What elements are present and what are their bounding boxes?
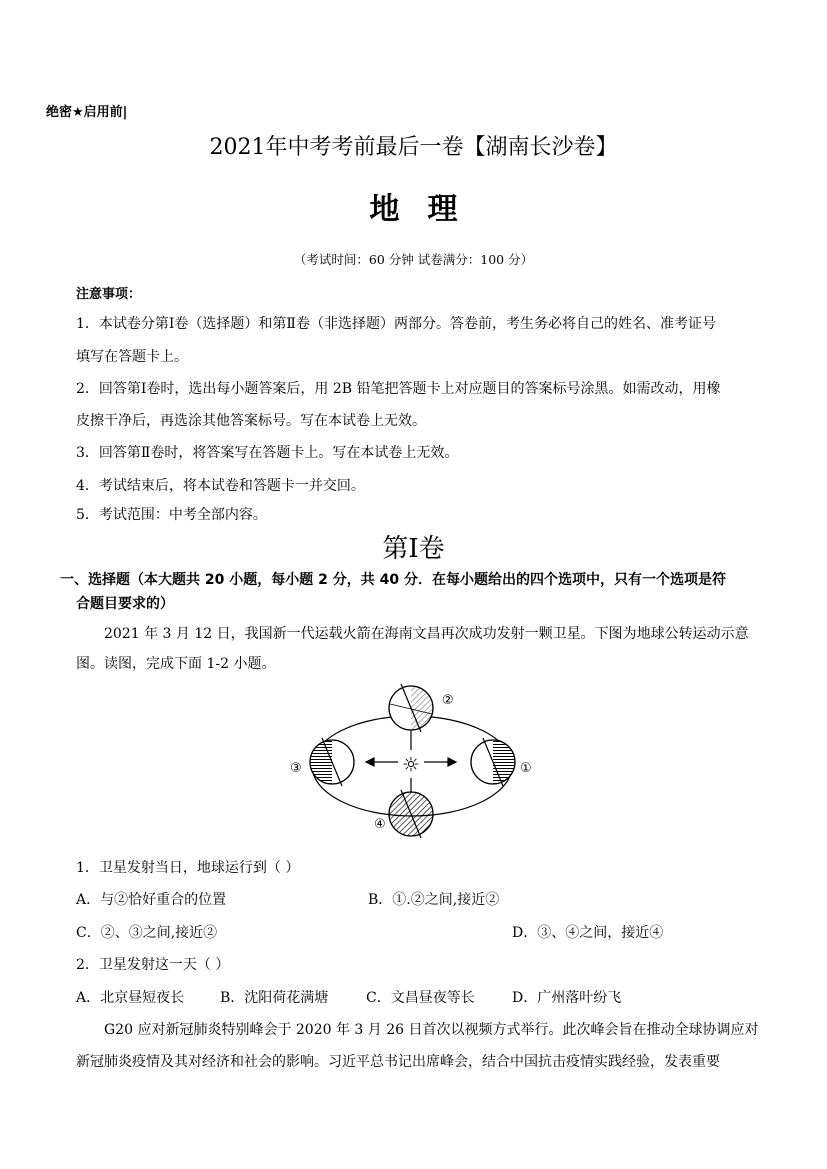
label-4: ④ — [374, 817, 386, 832]
notice-line: 3．回答第Ⅱ卷时，将答案写在答题卡上。写在本试卷上无效。 — [76, 445, 459, 461]
label-3: ③ — [290, 761, 302, 776]
earth-orbit-diagram — [280, 680, 550, 840]
q1-option-b[interactable]: B．①.②之间,接近② — [368, 892, 500, 908]
q1-option-d[interactable]: D．③、④之间，接近④ — [512, 925, 664, 941]
notice-line: 5．考试范围：中考全部内容。 — [76, 507, 267, 523]
part-title: 第Ⅰ卷 — [382, 534, 445, 564]
notice-line: 填写在答题卡上。 — [76, 349, 188, 365]
exam-info: （考试时间：60 分钟 试卷满分：100 分） — [293, 252, 534, 267]
q2-option-d[interactable]: D．广州落叶纷飞 — [512, 990, 622, 1006]
section-heading-cont: 合题目要求的） — [76, 596, 174, 612]
notice-line: 1．本试卷分第Ⅰ卷（选择题）和第Ⅱ卷（非选择题）两部分。答卷前，考生务必将自己的姓名、准考证号 — [76, 316, 716, 332]
notice-line: 皮擦干净后，再选涂其他答案标号。写在本试卷上无效。 — [76, 413, 426, 429]
label-1: ① — [520, 761, 532, 776]
q2-option-b[interactable]: B．沈阳荷花满塘 — [220, 990, 329, 1006]
passage-line: G20 应对新冠肺炎特别峰会于 2020 年 3 月 26 日首次以视频方式举行。此次峰会旨在推动全球协调应对 — [104, 1022, 759, 1038]
exam-title: 2021年中考考前最后一卷【湖南长沙卷】 — [209, 135, 618, 160]
earth-position-4 — [389, 790, 433, 838]
sun-icon: ☼ — [402, 752, 420, 777]
q2-option-a[interactable]: A．北京昼短夜长 — [76, 990, 185, 1006]
question-1-stem: 1．卫星发射当日，地球运行到（ ） — [76, 860, 300, 876]
earth-position-2 — [389, 684, 433, 732]
notice-line: 2．回答第Ⅰ卷时，选出每小题答案后，用 2B 铅笔把答题卡上对应题目的答案标号涂黑。如需改动，用橡 — [76, 381, 721, 397]
notice-line: 4．考试结束后，将本试卷和答题卡一并交回。 — [76, 478, 365, 494]
subject-title: 地理 — [369, 192, 486, 227]
passage-line: 2021 年 3 月 12 日，我国新一代运载火箭在海南文昌再次成功发射一颗卫星。下图为地球公转运动示意 — [104, 626, 749, 642]
label-2: ② — [442, 693, 454, 708]
passage-line: 图。读图，完成下面 1-2 小题。 — [76, 656, 276, 672]
passage-line: 新冠肺炎疫情及其对经济和社会的影响。习近平总书记出席峰会，结合中国抗击疫情实践经验，发表重要 — [76, 1054, 720, 1070]
earth-position-3 — [310, 738, 354, 786]
question-2-stem: 2．卫星发射这一天（ ） — [76, 957, 230, 973]
q1-option-c[interactable]: C．②、③之间,接近② — [76, 925, 218, 941]
confidential-label: 绝密★启用前| — [46, 105, 128, 120]
section-heading: 一、选择题（本大题共 20 小题，每小题 2 分，共 40 分．在每小题给出的四个选项中，只有一个选项是符 — [60, 572, 726, 588]
q1-option-a[interactable]: A．与②恰好重合的位置 — [76, 892, 227, 908]
q2-option-c[interactable]: C．文昌昼夜等长 — [366, 990, 475, 1006]
notice-heading: 注意事项： — [76, 287, 142, 302]
